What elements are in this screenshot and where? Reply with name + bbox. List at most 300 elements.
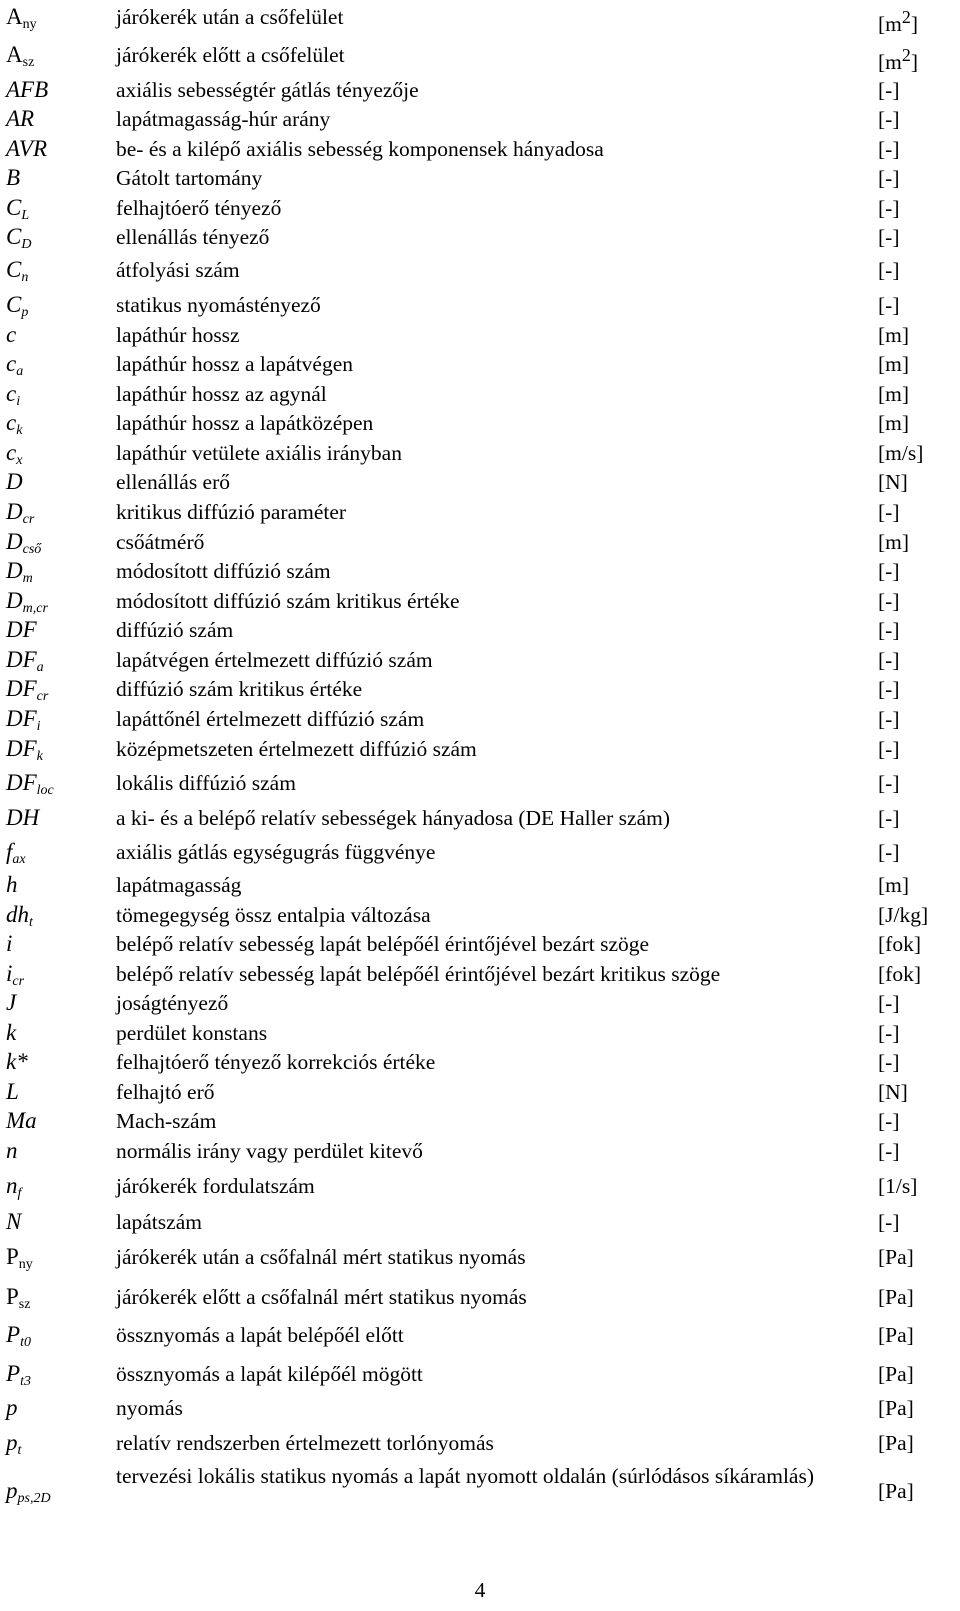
symbol-subscript: sz (22, 55, 35, 70)
symbol-row (0, 1462, 960, 1520)
symbol-row (0, 870, 960, 900)
symbol-description: Mach-szám (116, 1109, 217, 1133)
symbol-row (0, 134, 960, 164)
symbol-base: dh (6, 902, 29, 927)
unit-text: [-] (878, 648, 900, 672)
unit-text: [-] (878, 618, 900, 642)
symbol-unit (878, 1077, 908, 1107)
symbol-subscript: cr (22, 512, 35, 527)
page-number: 4 (474, 1578, 486, 1602)
symbol-row (0, 900, 960, 930)
symbol-base: C (6, 224, 22, 249)
symbol-base: c (6, 322, 17, 347)
symbol-description: járókerék előtt a csőfalnál mért statikus nyomás (116, 1285, 527, 1309)
symbol (6, 134, 47, 164)
symbol-base: D (6, 469, 23, 494)
symbol (6, 959, 24, 989)
symbol-unit (878, 1106, 899, 1136)
symbol (6, 1428, 21, 1458)
symbol-base: AR (6, 106, 35, 131)
unit-text: [-] (878, 677, 900, 701)
unit-text: [-] (878, 771, 900, 795)
symbol-row (0, 1047, 960, 1077)
unit-text: [m (878, 12, 902, 37)
symbol-base: k* (6, 1049, 28, 1074)
symbol (6, 379, 20, 409)
symbol-description: módosított diffúzió szám kritikus értéke (116, 589, 460, 613)
symbol-row (0, 1077, 960, 1107)
unit-text: [m/s] (878, 441, 924, 465)
symbol-base: c (6, 351, 17, 376)
symbol-base: D (6, 588, 23, 613)
symbol (6, 1282, 30, 1312)
unit-text: [-] (878, 737, 900, 761)
symbol-row (0, 255, 960, 285)
symbol-unit (878, 290, 899, 320)
symbol-subscript: i (36, 719, 41, 734)
symbol (6, 900, 33, 930)
symbol-subscript: loc (36, 783, 54, 798)
unit-text: [m] (878, 323, 910, 347)
symbol-description: járókerék után a csőfelület (116, 5, 344, 29)
symbol-base: c (6, 440, 17, 465)
symbol-base: P (6, 1284, 19, 1309)
symbol-subscript: m (22, 571, 33, 586)
symbol (6, 527, 41, 557)
unit-text: [Pa] (878, 1396, 914, 1420)
unit-text: [fok] (878, 932, 921, 956)
symbol-subscript: cső (22, 542, 42, 557)
symbol-unit (878, 134, 899, 164)
unit-text: [-] (878, 107, 900, 131)
symbol-row (0, 1359, 960, 1389)
symbol-row (0, 467, 960, 497)
symbol-unit (878, 75, 899, 105)
unit-superscript: 2 (901, 45, 911, 65)
symbol-row (0, 1320, 960, 1350)
symbol-description: tervezési lokális statikus nyomás a lapát nyomott oldalán (súrlódásos síkáramlás) (116, 1464, 814, 1488)
symbol-row (0, 768, 960, 798)
symbol-subscript: L (21, 208, 30, 223)
symbol-base: N (6, 1209, 22, 1234)
symbol-description: járókerék fordulatszám (116, 1174, 315, 1198)
unit-text: [-] (878, 991, 900, 1015)
symbol-row (0, 837, 960, 867)
symbol-unit (878, 255, 899, 285)
symbol-row (0, 556, 960, 586)
symbol-description: felhajtóerő tényező (116, 196, 282, 220)
symbol (6, 1320, 31, 1350)
symbol-subscript: a (36, 660, 44, 675)
unit-text: [N] (878, 1080, 908, 1104)
symbol-subscript: t (17, 1443, 22, 1458)
unit-text: [-] (878, 225, 900, 249)
symbol-description: ellenállás erő (116, 470, 231, 494)
symbol (6, 803, 39, 833)
unit-text: [-] (878, 589, 900, 613)
symbol-description: járókerék előtt a csőfelület (116, 43, 345, 67)
symbol-description: lapáthúr hossz a lapátvégen (116, 352, 354, 376)
symbol-unit (878, 320, 909, 350)
symbol-subscript: cr (36, 689, 49, 704)
symbol-row (0, 1106, 960, 1136)
symbol-description: lapáthúr vetülete axiális irányban (116, 441, 402, 465)
unit-text: [Pa] (878, 1323, 914, 1347)
symbol-base: p (6, 1430, 18, 1455)
symbol-row (0, 1242, 960, 1272)
unit-close: ] (910, 50, 919, 75)
symbol-unit (878, 2, 918, 39)
symbol-subscript: m,cr (22, 601, 48, 616)
symbol-base: D (6, 558, 23, 583)
symbol-description: lapáthúr hossz a lapátközépen (116, 411, 374, 435)
symbol-subscript: cr (12, 974, 25, 989)
symbol (6, 615, 37, 645)
symbol-row (0, 193, 960, 223)
symbol-row (0, 438, 960, 468)
symbol-row (0, 1171, 960, 1201)
symbol-row (0, 929, 960, 959)
unit-text: [-] (878, 1109, 900, 1133)
symbol-row (0, 222, 960, 252)
unit-text: [-] (878, 806, 900, 830)
symbol-row (0, 1018, 960, 1048)
symbol-unit (878, 1047, 899, 1077)
symbol-row (0, 104, 960, 134)
symbol-unit (878, 40, 918, 77)
symbol-base: DF (6, 617, 37, 642)
symbol-unit (878, 1393, 914, 1423)
unit-text: [m] (878, 411, 910, 435)
unit-text: [Pa] (878, 1285, 914, 1309)
symbol-base: h (6, 872, 18, 897)
unit-text: [-] (878, 707, 900, 731)
symbol-base: A (6, 42, 23, 67)
symbol (6, 1047, 28, 1077)
symbol-base: D (6, 529, 23, 554)
unit-text: [fok] (878, 962, 921, 986)
symbol-unit (878, 104, 899, 134)
symbol-unit (878, 837, 899, 867)
symbol-description: belépő relatív sebesség lapát belépőél érintőjével bezárt szöge (116, 932, 650, 956)
symbol-description: össznyomás a lapát kilépőél mögött (116, 1362, 423, 1386)
symbol (6, 1106, 37, 1136)
symbol-unit (878, 803, 899, 833)
symbol-subscript: k (36, 749, 43, 764)
symbol-description: nyomás (116, 1396, 183, 1420)
unit-close: ] (910, 12, 919, 37)
symbol (6, 1077, 19, 1107)
symbol-description: axiális sebességtér gátlás tényezője (116, 78, 419, 102)
unit-text: [-] (878, 1139, 900, 1163)
symbol-base: n (6, 1173, 18, 1198)
symbol (6, 768, 54, 798)
symbol-unit (878, 163, 899, 193)
symbol (6, 1136, 18, 1166)
symbol-row (0, 704, 960, 734)
symbol-subscript: ps,2D (17, 1491, 51, 1506)
symbol-subscript: n (21, 270, 29, 285)
symbol-subscript: t (29, 915, 33, 930)
symbol-description: járókerék után a csőfalnál mért statikus nyomás (116, 1245, 526, 1269)
symbol-subscript: a (16, 364, 24, 379)
symbol-base: P (6, 1244, 19, 1269)
symbol-unit (878, 586, 899, 616)
symbol-description: ellenállás tényező (116, 225, 270, 249)
unit-text: [-] (878, 166, 900, 190)
symbol-base: B (6, 165, 21, 190)
symbol-unit (878, 615, 899, 645)
symbol-base: L (6, 1079, 19, 1104)
symbol-subscript: D (21, 237, 32, 252)
symbol-row (0, 320, 960, 350)
symbol-base: c (6, 381, 17, 406)
symbol-description: lapáttőnél értelmezett diffúzió szám (116, 707, 425, 731)
symbol (6, 497, 34, 527)
symbol-unit (878, 438, 923, 468)
symbol (6, 704, 41, 734)
symbol-base: C (6, 257, 22, 282)
symbol (6, 438, 22, 468)
symbol-base: k (6, 1020, 17, 1045)
unit-text: [N] (878, 470, 908, 494)
symbol-base: i (6, 961, 13, 986)
unit-text: [-] (878, 840, 900, 864)
symbol-base: c (6, 410, 17, 435)
symbol-row (0, 615, 960, 645)
unit-text: [m] (878, 352, 910, 376)
symbol-description: diffúzió szám kritikus értéke (116, 677, 363, 701)
symbol-row (0, 586, 960, 616)
unit-text: [-] (878, 1021, 900, 1045)
symbol-unit (878, 1171, 917, 1201)
symbol-row (0, 645, 960, 675)
symbol-description: össznyomás a lapát belépőél előtt (116, 1323, 404, 1347)
symbol-unit (878, 704, 899, 734)
symbol-description: lapátvégen értelmezett diffúzió szám (116, 648, 433, 672)
symbol-description: lapáthúr hossz az agynál (116, 382, 327, 406)
unit-text: [-] (878, 258, 900, 282)
symbol (6, 163, 20, 193)
symbol-unit (878, 556, 899, 586)
symbol-subscript: i (16, 394, 21, 409)
symbol-unit (878, 988, 899, 1018)
symbol-row (0, 988, 960, 1018)
symbol-description: relatív rendszerben értelmezett torlónyomás (116, 1431, 494, 1455)
symbol-row (0, 497, 960, 527)
symbol-row (0, 1207, 960, 1237)
symbol-unit (878, 497, 899, 527)
symbol (6, 40, 34, 70)
symbol-subscript: sz (18, 1297, 31, 1312)
unit-text: [-] (878, 137, 900, 161)
symbol-unit (878, 1476, 914, 1506)
symbol-description: kritikus diffúzió paraméter (116, 500, 347, 524)
symbol-unit (878, 467, 908, 497)
symbol (6, 349, 23, 379)
symbol-row (0, 1282, 960, 1312)
symbol (6, 222, 31, 252)
symbol-unit (878, 959, 921, 989)
symbol-row (0, 1428, 960, 1458)
symbol-description: lapátszám (116, 1210, 202, 1234)
symbol-description: belépő relatív sebesség lapát belépőél érintőjével bezárt kritikus szöge (116, 962, 721, 986)
symbol-description: átfolyási szám (116, 258, 240, 282)
symbol (6, 645, 44, 675)
symbol (6, 586, 48, 616)
symbol (6, 837, 26, 867)
symbol-subscript: k (16, 423, 23, 438)
symbol-subscript: x (16, 453, 23, 468)
symbol-row (0, 349, 960, 379)
symbol-row (0, 290, 960, 320)
symbol-base: DF (6, 647, 37, 672)
symbol (6, 408, 22, 438)
symbol-unit (878, 900, 928, 930)
unit-text: [-] (878, 1210, 900, 1234)
symbol-unit (878, 408, 909, 438)
symbol (6, 290, 28, 320)
symbol-row (0, 163, 960, 193)
symbol-base: AFB (6, 77, 49, 102)
symbol-unit (878, 349, 909, 379)
symbol (6, 1018, 16, 1048)
unit-superscript: 2 (901, 7, 911, 27)
symbol (6, 75, 48, 105)
symbol-unit (878, 1018, 899, 1048)
symbol (6, 1359, 31, 1389)
symbol-row (0, 379, 960, 409)
symbol-subscript: t0 (20, 1335, 31, 1350)
symbol-base: C (6, 292, 22, 317)
symbol (6, 929, 12, 959)
symbol-subscript: t3 (20, 1374, 31, 1389)
symbol-subscript: ny (22, 17, 37, 32)
symbol-unit (878, 768, 899, 798)
symbol (6, 870, 18, 900)
unit-text: [-] (878, 500, 900, 524)
symbol-unit (878, 1320, 914, 1350)
symbol (6, 467, 23, 497)
symbol-row (0, 1393, 960, 1423)
symbol-row (0, 527, 960, 557)
symbol-unit (878, 1207, 899, 1237)
symbol (6, 1476, 51, 1506)
symbol-description: lokális diffúzió szám (116, 771, 296, 795)
symbol (6, 320, 16, 350)
symbol-unit (878, 1282, 914, 1312)
unit-text: [Pa] (878, 1479, 914, 1503)
symbol-description: középmetszeten értelmezett diffúzió szám (116, 737, 477, 761)
symbol-description: módosított diffúzió szám (116, 559, 331, 583)
symbol-description: be- és a kilépő axiális sebesség komponensek hányadosa (116, 137, 604, 161)
unit-text: [-] (878, 559, 900, 583)
symbol-row (0, 1136, 960, 1166)
symbol-unit (878, 1136, 899, 1166)
symbol-description: diffúzió szám (116, 618, 234, 642)
symbol-base: n (6, 1138, 18, 1163)
symbol-description: felhajtó erő (116, 1080, 215, 1104)
symbol-unit (878, 929, 921, 959)
symbol (6, 734, 43, 764)
symbol-unit (878, 379, 909, 409)
symbol-base: A (6, 4, 23, 29)
unit-text: [m (878, 50, 902, 75)
symbol-unit (878, 734, 899, 764)
symbol-base: p (6, 1395, 18, 1420)
symbol (6, 556, 33, 586)
symbol-description: statikus nyomástényező (116, 293, 321, 317)
symbol-unit (878, 1242, 914, 1272)
unit-text: [-] (878, 78, 900, 102)
unit-text: [-] (878, 196, 900, 220)
symbol-base: f (6, 839, 13, 864)
symbol (6, 1171, 21, 1201)
symbol-base: DF (6, 676, 37, 701)
symbol-base: C (6, 195, 22, 220)
symbol-description: a ki- és a belépő relatív sebességek hányadosa (DE Haller szám) (116, 806, 670, 830)
symbol-description: felhajtóerő tényező korrekciós értéke (116, 1050, 436, 1074)
symbol-row (0, 734, 960, 764)
symbol (6, 104, 34, 134)
unit-text: [1/s] (878, 1174, 918, 1198)
unit-text: [m] (878, 530, 910, 554)
symbol-description: Gátolt tartomány (116, 166, 263, 190)
symbol (6, 674, 48, 704)
symbol-base: P (6, 1361, 21, 1386)
symbol-description: joságtényező (116, 991, 229, 1015)
symbol-unit (878, 1359, 914, 1389)
symbol-row (0, 2, 960, 37)
symbol-subscript: p (21, 305, 29, 320)
symbol-description: lapátmagasság (116, 873, 242, 897)
symbol-unit (878, 1428, 914, 1458)
unit-text: [-] (878, 1050, 900, 1074)
symbol-description: axiális gátlás egységugrás függvénye (116, 840, 436, 864)
unit-text: [-] (878, 293, 900, 317)
symbol-subscript: f (17, 1186, 22, 1201)
symbol-unit (878, 674, 899, 704)
symbol-base: AVR (6, 136, 48, 161)
symbol-subscript: ny (18, 1257, 33, 1272)
symbol-description: perdület konstans (116, 1021, 268, 1045)
symbol (6, 2, 37, 32)
unit-text: [m] (878, 382, 910, 406)
symbol-base: p (6, 1478, 18, 1503)
symbol (6, 193, 29, 223)
symbol-unit (878, 193, 899, 223)
symbol (6, 1207, 21, 1237)
symbol-row (0, 959, 960, 989)
symbol-base: DH (6, 805, 40, 830)
symbol-base: Ma (6, 1108, 37, 1133)
symbol-unit (878, 645, 899, 675)
symbol-description: lapáthúr hossz (116, 323, 240, 347)
symbol (6, 1393, 18, 1423)
symbol-base: i (6, 931, 13, 956)
symbol-base: P (6, 1322, 21, 1347)
symbol-unit (878, 527, 909, 557)
symbol-description: normális irány vagy perdület kitevő (116, 1139, 423, 1163)
symbol-base: J (6, 990, 17, 1015)
symbol-base: DF (6, 706, 37, 731)
symbol-description: csőátmérő (116, 530, 205, 554)
unit-text: [Pa] (878, 1245, 914, 1269)
symbol (6, 255, 28, 285)
unit-text: [J/kg] (878, 903, 929, 927)
symbol-row (0, 674, 960, 704)
symbol-base: DF (6, 736, 37, 761)
